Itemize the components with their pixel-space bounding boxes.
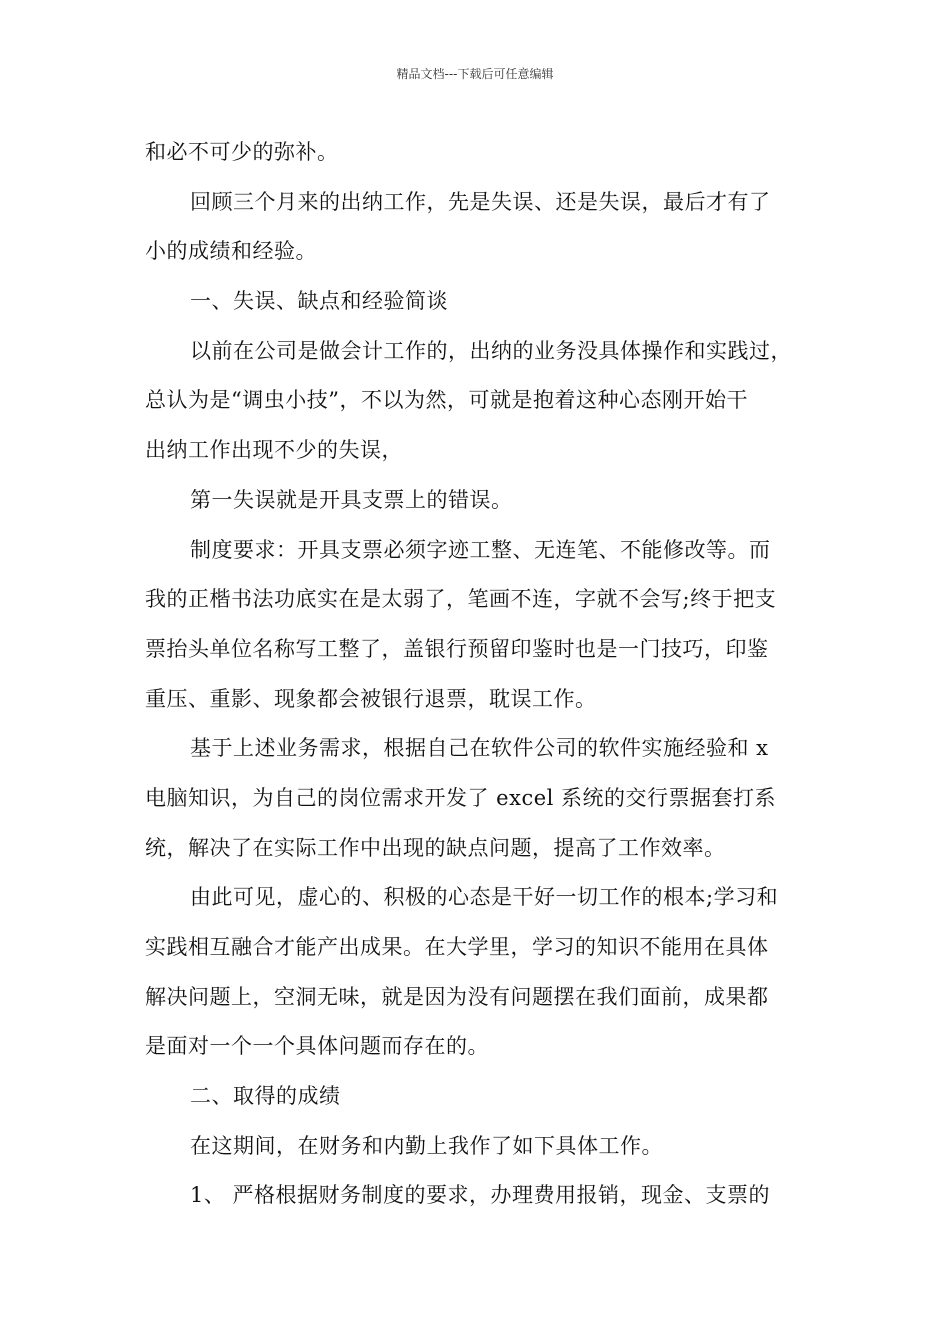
section-heading: 一、失误、缺点和经验简谈 bbox=[190, 289, 448, 314]
text-line: 基于上述业务需求，根据自己在软件公司的软件实施经验和 x bbox=[190, 736, 769, 761]
text-line: 总认为是“调虫小技”，不以为然，可就是抱着这种心态刚开始干 bbox=[145, 388, 748, 413]
text-line: 由此可见，虚心的、积极的心态是干好一切工作的根本;学习和 bbox=[190, 885, 779, 910]
text-line: 以前在公司是做会计工作的，出纳的业务没具体操作和实践过， bbox=[190, 338, 792, 363]
text-line: 第一失误就是开具支票上的错误。 bbox=[190, 487, 513, 512]
text-line: 统，解决了在实际工作中出现的缺点问题，提高了工作效率。 bbox=[145, 835, 726, 860]
text-line: 电脑知识，为自己的岗位需求开发了 excel 系统的交行票据套打系 bbox=[145, 785, 777, 810]
text-line: 是面对一个一个具体问题而存在的。 bbox=[145, 1034, 489, 1059]
text-line: 重压、重影、现象都会被银行退票，耽误工作。 bbox=[145, 686, 597, 711]
text-line: 我的正楷书法功底实在是太弱了，笔画不连，字就不会写;终于把支 bbox=[145, 587, 777, 612]
text-line: 票抬头单位名称写工整了，盖银行预留印鉴时也是一门技巧，印鉴 bbox=[145, 636, 769, 661]
text-line: 在这期间，在财务和内勤上我作了如下具体工作。 bbox=[190, 1133, 663, 1158]
text-line: 实践相互融合才能产出成果。在大学里，学习的知识不能用在具体 bbox=[145, 935, 769, 959]
page-header: 精品文档---下载后可任意编辑 bbox=[396, 67, 554, 81]
text-line: 解决问题上，空洞无味，就是因为没有问题摆在我们面前，成果都 bbox=[145, 984, 769, 1009]
list-item: 1、 严格根据财务制度的要求，办理费用报销，现金、支票的 bbox=[190, 1183, 771, 1208]
text-line: 小的成绩和经验。 bbox=[145, 239, 317, 264]
document-body bbox=[145, 128, 825, 1221]
text-line: 回顾三个月来的出纳工作，先是失误、还是失误，最后才有了 bbox=[190, 189, 771, 214]
text-line: 制度要求：开具支票必须字迹工整、无连笔、不能修改等。而 bbox=[190, 537, 771, 562]
section-heading: 二、取得的成绩 bbox=[190, 1084, 341, 1109]
text-line: 和必不可少的弥补。 bbox=[145, 140, 339, 164]
text-line: 出纳工作出现不少的失误， bbox=[145, 438, 403, 463]
